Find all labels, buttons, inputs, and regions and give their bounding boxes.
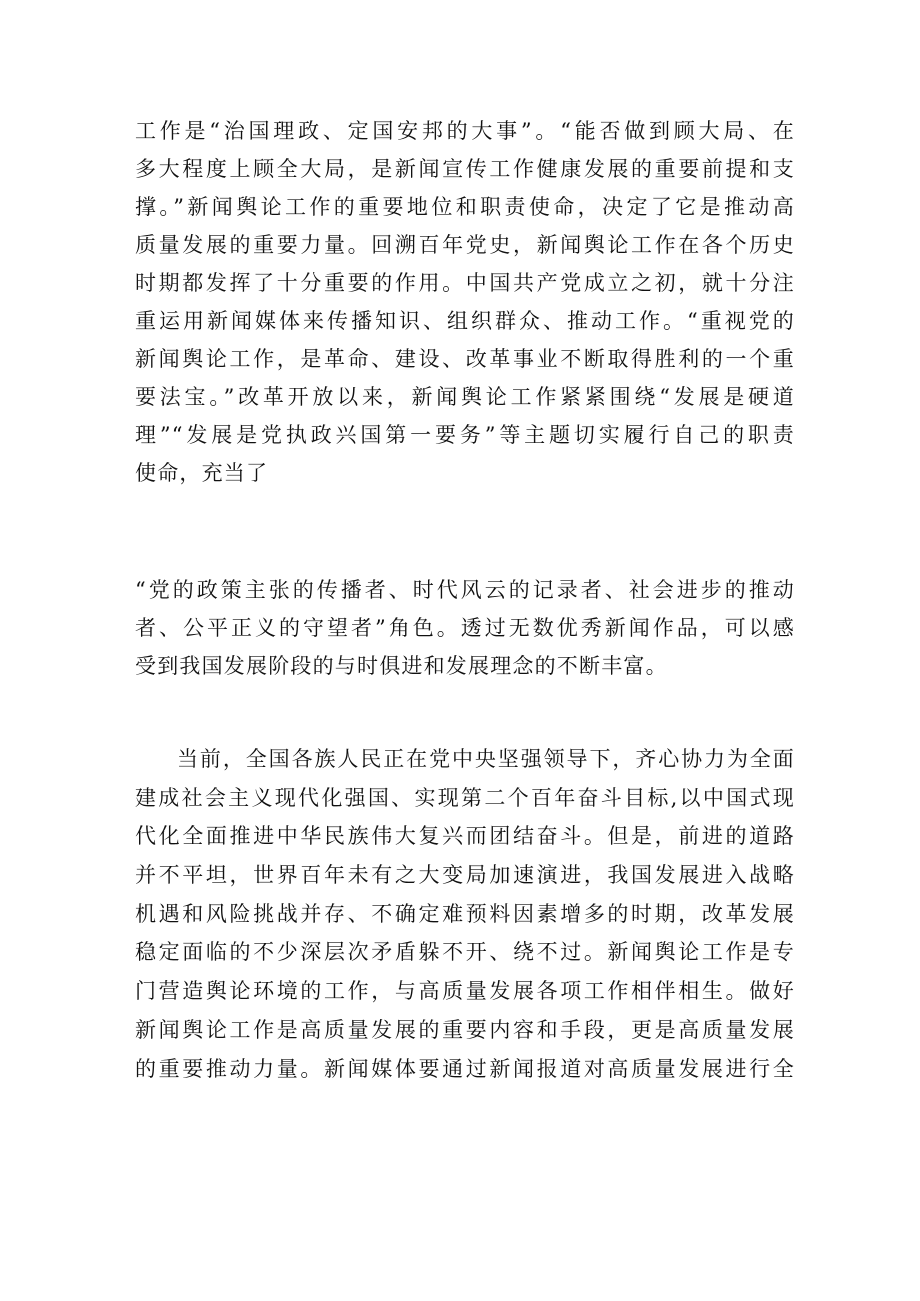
paragraph-1-line-2: 多大程度上顾全大局，是新闻宣传工作健康发展的重要前提和支 [135,157,795,181]
paragraph-1-line-1: 工作是“治国理政、定国安邦的大事”。“能否做到顾大局、在 [135,119,795,143]
paragraph-3-line-5: 机遇和风险挑战并存、不确定难预料因素增多的时期，改革发展 [135,901,795,926]
paragraph-3-line-6: 稳定面临的不少深层次矛盾躲不开、绕不过。新闻舆论工作是专 [135,940,795,965]
paragraph-1-line-9: 理”“发展是党执政兴国第一要务”等主题切实履行自己的职责 [135,423,795,447]
paragraph-2-line-3: 受到我国发展阶段的与时俱进和发展理念的不断丰富。 [135,654,668,678]
paragraph-2-line-2: 者、公平正义的守望者”角色。透过无数优秀新闻作品，可以感 [135,616,795,640]
paragraph-1-line-5: 时期都发挥了十分重要的作用。中国共产党成立之初，就十分注 [135,271,795,295]
paragraph-3-line-2: 建成社会主义现代化强国、实现第二个百年奋斗目标,以中国式现 [135,785,795,810]
paragraph-3-line-3: 代化全面推进中华民族伟大复兴而团结奋斗。但是，前进的道路 [135,824,795,849]
paragraph-2-line-1: “党的政策主张的传播者、时代风云的记录者、社会进步的推动 [135,578,795,602]
paragraph-1-line-3: 撑。”新闻舆论工作的重要地位和职责使命，决定了它是推动高 [135,195,795,219]
paragraph-1-line-6: 重运用新闻媒体来传播知识、组织群众、推动工作。“重视党的 [135,309,795,333]
paragraph-3-line-7: 门营造舆论环境的工作，与高质量发展各项工作相伴相生。做好 [135,979,795,1004]
paragraph-3-line-1: 当前，全国各族人民正在党中央坚强领导下，齐心协力为全面 [177,747,795,771]
paragraph-2 [135,571,795,685]
paragraph-1-line-7: 新闻舆论工作，是革命、建设、改革事业不断取得胜利的一个重 [135,347,795,371]
paragraph-1 [135,112,795,492]
paragraph-3 [135,740,795,1088]
paragraph-1-line-4: 质量发展的重要力量。回溯百年党史，新闻舆论工作在各个历史 [135,233,795,257]
paragraph-3-line-8: 新闻舆论工作是高质量发展的重要内容和手段，更是高质量发展 [135,1017,795,1042]
paragraph-1-line-8: 要法宝。”改革开放以来，新闻舆论工作紧紧围绕“发展是硬道 [135,385,795,409]
paragraph-3-line-4: 并不平坦，世界百年未有之大变局加速演进，我国发展进入战略 [135,863,795,888]
paragraph-3-line-9: 的重要推动力量。新闻媒体要通过新闻报道对高质量发展进行全 [135,1056,795,1081]
paragraph-1-line-10: 使命，充当了 [135,461,269,485]
